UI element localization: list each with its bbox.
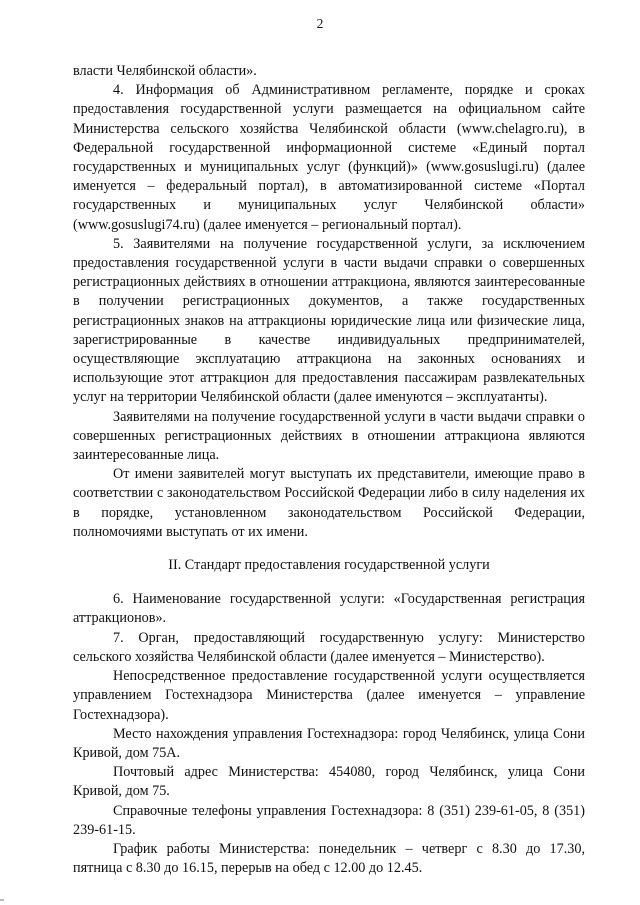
paragraph-4-information: 4. Информация об Административном регламенте, порядке и сроках предоставления государственной услуги размещается на официальном сайте Министерства сельского хозяйства Челябинской области (www.chelagro.ru), в Федеральной государственной информационной системе «Единый портал государственных и муниципальных услуг (функций)» (www.gosuslugi.ru) (далее именуется – федеральный портал), в автоматизированной системе «Портал государственных и муниципальных услуг Челябинской области» (www.gosuslugi74.ru) (далее именуется – региональный портал). [73, 82, 585, 233]
paragraph-direct-provision: Непосредственное предоставление государственной услуги осуществляется управлением Гостехнадзора Министерства (далее именуется – управление Гостехнадзора). [73, 668, 585, 723]
paragraph-applicants-certificate: Заявителями на получение государственной услуги в части выдачи справки о совершенных регистрационных действиях в отношении аттракциона являются заинтересованные лица. [73, 408, 585, 464]
paragraph-continuation: власти Челябинской области». [73, 63, 257, 79]
paragraph-location: Место нахождения управления Гостехнадзора: город Челябинск, улица Сони Кривой, дом 75А. [73, 725, 585, 761]
paragraph-schedule: График работы Министерства: понедельник – четверг с 8.30 до 17.30, пятница с 8.30 до 16.15, перерыв на обед с 12.00 до 12.45. [73, 840, 585, 877]
paragraph-representatives: От имени заявителей могут выступать их представители, имеющие право в соответствии с законодательством Российской Федерации либо в силу наделения их в порядке, установленном законодательством Российской Федерации, полномочиями выступать от их имени. [73, 466, 585, 540]
paragraph-phones: Справочные телефоны управления Гостехнадзора: 8 (351) 239-61-05, 8 (351) 239-61-15. [73, 802, 585, 838]
paragraph-5-applicants: 5. Заявителями на получение государственной услуги, за исключением предоставления государственной услуги в части выдачи справки о совершенных регистрационных действиях в отношении аттракциона, являются заинтересованные в получении регистрационных документов, а также государственных регистрационных знаков на аттракционы юридические лица или физические лица, зарегистрированные в качестве индивидуальных предпринимателей, осуществляющие эксплуатацию аттракциона на законных основаниях и использующие этот аттракцион для предоставления пассажирам развлекательных услуг на территории Челябинской области (далее именуются – эксплуатанты). [73, 235, 585, 406]
document-body [73, 62, 585, 878]
scan-mark [0, 899, 4, 901]
paragraph-6-service-name: 6. Наименование государственной услуги: «Государственная регистрация аттракционов». [73, 591, 585, 627]
paragraph-postal-address: Почтовый адрес Министерства: 454080, город Челябинск, улица Сони Кривой, дом 75. [73, 764, 585, 800]
page-number: 2 [316, 16, 324, 31]
section-title: II. Стандарт предоставления государственной услуги [168, 557, 490, 574]
paragraph-7-authority: 7. Орган, предоставляющий государственную услугу: Министерство сельского хозяйства Челябинской области (далее именуется – Министерство). [73, 629, 585, 665]
